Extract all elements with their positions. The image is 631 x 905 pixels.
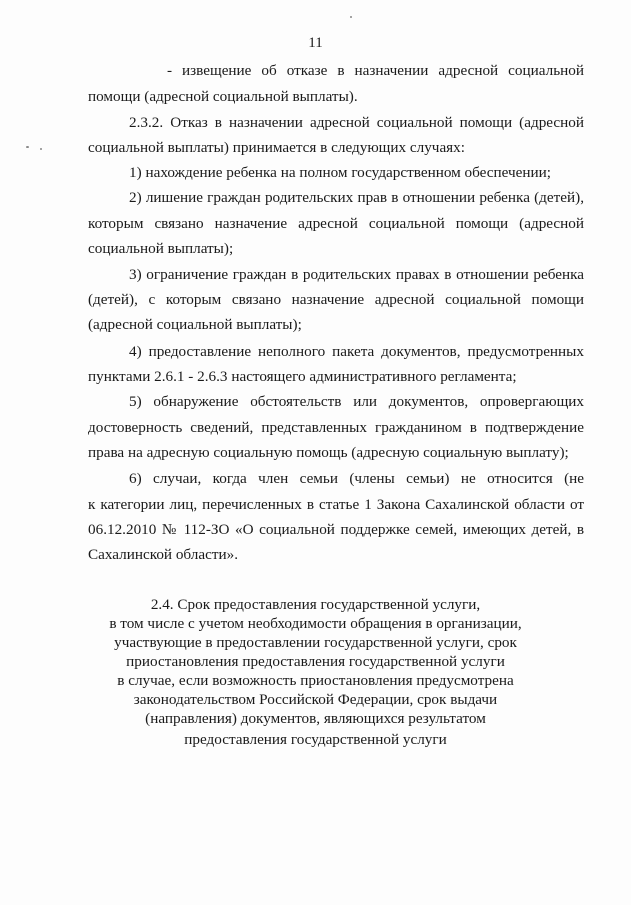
text-line: 06.12.2010 № 112-ЗО «О социальной поддержке семей, имеющих детей, в <box>88 521 584 538</box>
page-number: 11 <box>308 35 323 51</box>
text-line: к категории лиц, перечисленных в статье 1 Закона Сахалинской области от <box>88 496 584 513</box>
section-heading-line: в том числе с учетом необходимости обращения в организации, <box>109 615 522 632</box>
section-heading-line: в случае, если возможность приостановления предусмотрена <box>117 672 514 689</box>
text-line: 4) предоставление неполного пакета документов, предусмотренных <box>129 343 584 360</box>
section-heading-line: 2.4. Срок предоставления государственной услуги, <box>150 596 481 613</box>
text-line: права на адресную социальную помощь (адресную социальную выплату); <box>88 444 569 461</box>
text-line: социальной выплаты) принимается в следующих случаях: <box>88 139 465 156</box>
text-line: 5) обнаружение обстоятельств или документов, опровергающих <box>129 393 584 410</box>
text-line: достоверность сведений, представленных гражданином в подтверждение <box>88 419 584 436</box>
scan-speck <box>40 148 42 150</box>
text-line: 2) лишение граждан родительских прав в отношении ребенка (детей), <box>129 189 584 206</box>
text-line: социальной выплаты); <box>88 240 234 257</box>
section-heading-line: предоставления государственной услуги <box>184 731 447 748</box>
scan-speck <box>26 146 29 148</box>
text-line: (адресной социальной выплаты); <box>88 316 302 333</box>
text-line: пунктами 2.6.1 - 2.6.3 настоящего административного регламента; <box>88 368 517 385</box>
section-heading-line: участвующие в предоставлении государственной услуги, срок <box>114 634 517 651</box>
text-line: Сахалинской области». <box>88 546 238 563</box>
text-line: 1) нахождение ребенка на полном государственном обеспечении; <box>129 164 552 181</box>
text-line: 2.3.2. Отказ в назначении адресной социальной помощи (адресной <box>129 114 584 131</box>
text-line: помощи (адресной социальной выплаты). <box>88 88 358 105</box>
section-heading-line: приостановления предоставления государственной услуги <box>126 653 505 670</box>
text-line: 6) случаи, когда член семьи (члены семьи) не относится (не <box>129 470 584 487</box>
text-line: которым связано назначение адресной социальной помощи (адресной <box>88 215 584 232</box>
text-line: (детей), с которым связано назначение адресной социальной помощи <box>88 291 584 308</box>
text-line: - извещение об отказе в назначении адресной социальной <box>167 62 584 79</box>
text-line: 3) ограничение граждан в родительских правах в отношении ребенка <box>129 266 584 283</box>
section-heading-line: (направления) документов, являющихся результатом <box>145 710 486 727</box>
section-heading-line: законодательством Российской Федерации, срок выдачи <box>133 691 498 708</box>
scan-speck <box>350 16 352 18</box>
